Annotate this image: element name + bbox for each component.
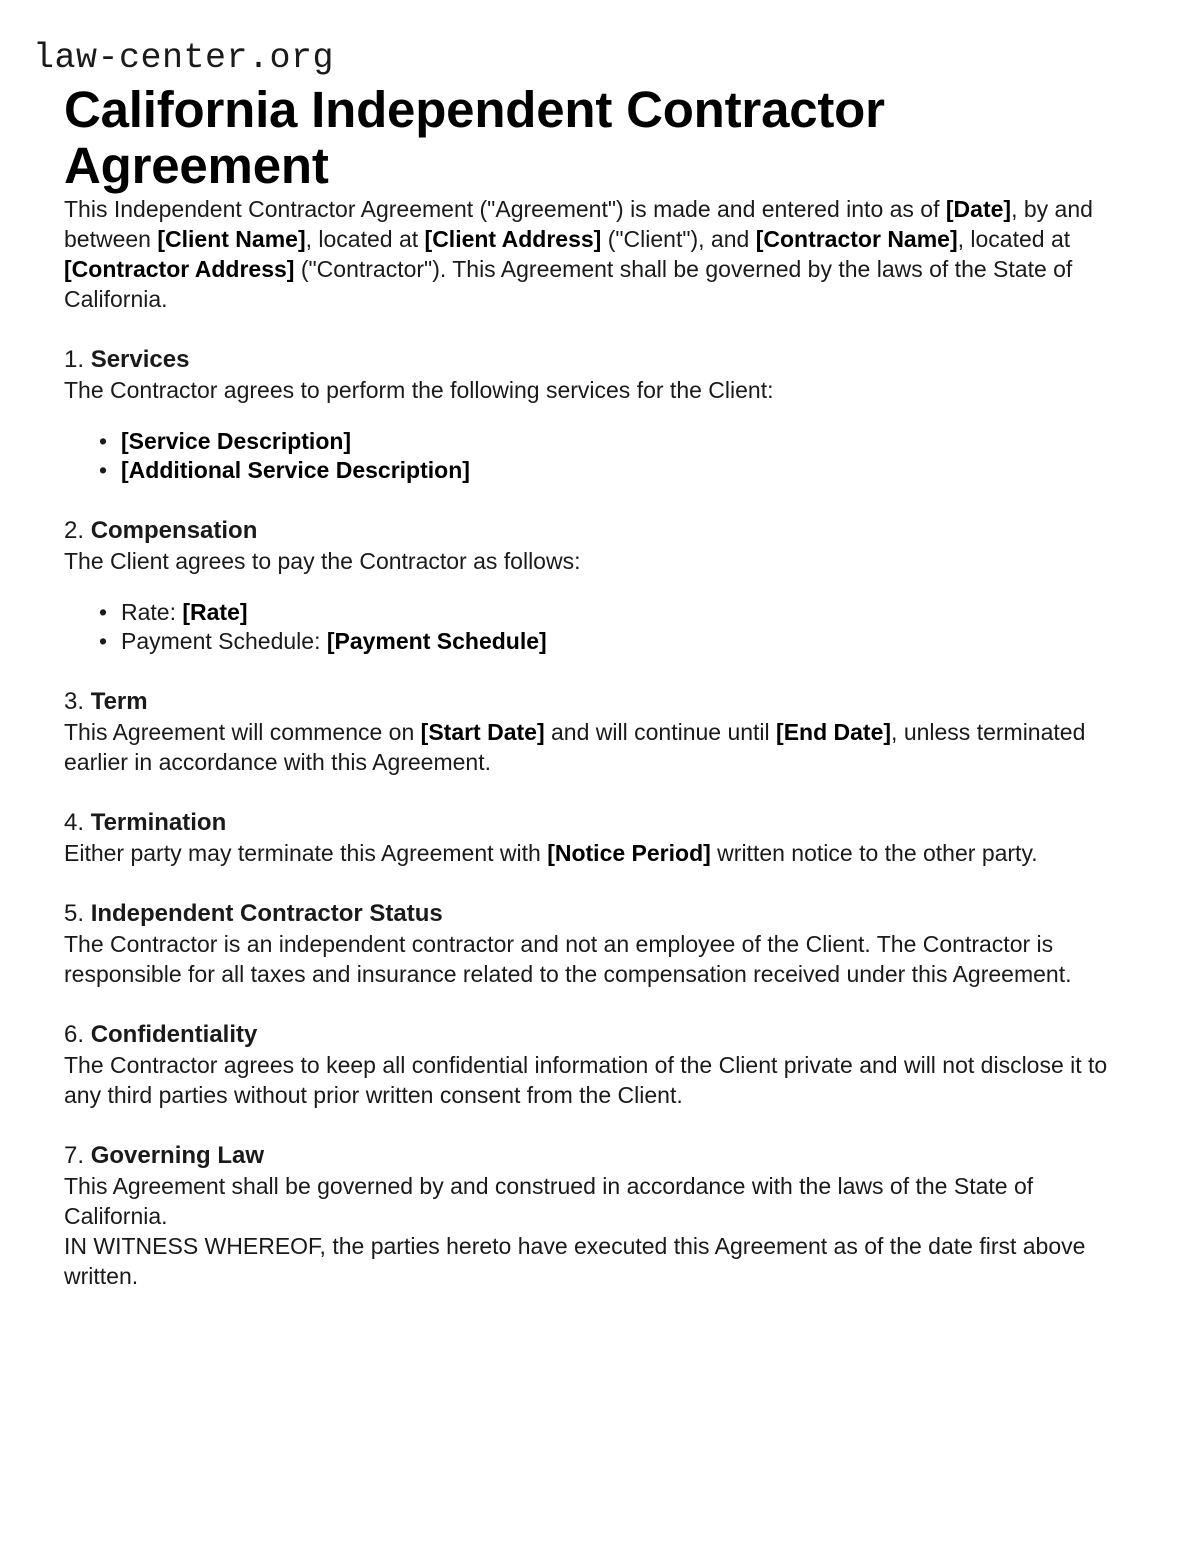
page-title: California Independent Contractor Agreement (64, 81, 885, 194)
section-number: 2. (64, 517, 85, 544)
placeholder-date: [Date] (945, 196, 1012, 222)
section-number: 7. (64, 1142, 85, 1169)
section-number: 6. (64, 1021, 85, 1048)
bullet-placeholder: [Rate] (182, 599, 248, 625)
termination-text-1: Either party may terminate this Agreement with (64, 840, 548, 866)
section-body-compensation: The Client agrees to pay the Contractor as follows: (64, 548, 581, 574)
section-title: Compensation (90, 517, 258, 544)
section-body-independent-contractor-status: The Contractor is an independent contractor and not an employee of the Client. The Contractor is responsible for all taxes and insurance related to the compensation received under this Agreement. (64, 931, 1072, 987)
section-body-confidentiality: The Contractor agrees to keep all confidential information of the Client private and will not disclose it to any third parties without prior written consent from the Client. (64, 1052, 1108, 1108)
intro-text-3: , located at (305, 226, 425, 252)
section-number: 4. (64, 809, 85, 836)
section-title: Independent Contractor Status (90, 900, 443, 927)
section-body-services: The Contractor agrees to perform the following services for the Client: (64, 377, 774, 403)
site-header: law-center.org (33, 38, 335, 78)
section-body-governing-law: This Agreement shall be governed by and construed in accordance with the laws of the State of California. (64, 1173, 1034, 1229)
list-item (121, 456, 1126, 485)
section-heading-governing-law (64, 1141, 1126, 1171)
section-heading-confidentiality (64, 1020, 1126, 1050)
section-title: Governing Law (90, 1142, 265, 1169)
section-title: Term (90, 688, 148, 715)
placeholder-contractor-name: [Contractor Name] (755, 226, 958, 252)
section-body-term (64, 717, 1126, 777)
section-number: 1. (64, 346, 85, 373)
placeholder-start-date: [Start Date] (420, 719, 545, 745)
term-text-2: and will continue until (544, 719, 777, 745)
bullet-lead: Payment Schedule: (121, 628, 327, 654)
list-item (121, 427, 1126, 456)
section-heading-independent-contractor-status (64, 899, 1126, 929)
list-item (121, 627, 1126, 656)
intro-text-5: , located at (957, 226, 1071, 252)
intro-text-2: , by and between (64, 196, 1093, 252)
bullet-placeholder: [Additional Service Description] (121, 457, 470, 483)
placeholder-contractor-address: [Contractor Address] (64, 256, 295, 282)
section-title: Services (90, 346, 190, 373)
placeholder-client-address: [Client Address] (424, 226, 602, 252)
term-text-3: , unless terminated earlier in accordance with this Agreement. (64, 719, 1086, 775)
closing-paragraph: IN WITNESS WHEREOF, the parties hereto have executed this Agreement as of the date first above written. (64, 1233, 1086, 1289)
section-heading-term (64, 687, 1126, 717)
section-number: 3. (64, 688, 85, 715)
list-item (121, 598, 1126, 627)
intro-text-1: This Independent Contractor Agreement ("Agreement") is made and entered into as of (64, 196, 946, 222)
term-text-1: This Agreement will commence on (64, 719, 421, 745)
bullet-lead: Rate: (121, 599, 183, 625)
section-body-termination (64, 838, 1126, 868)
termination-text-2: written notice to the other party. (710, 840, 1038, 866)
placeholder-client-name: [Client Name] (157, 226, 306, 252)
section-number: 5. (64, 900, 85, 927)
intro-text-6: ("Contractor"). This Agreement shall be governed by the laws of the State of California. (64, 256, 1073, 312)
section-heading-compensation (64, 516, 1126, 546)
compensation-bullet-list (64, 598, 1126, 656)
placeholder-end-date: [End Date] (776, 719, 892, 745)
section-title: Termination (90, 809, 227, 836)
bullet-placeholder: [Service Description] (121, 428, 352, 454)
bullet-placeholder: [Payment Schedule] (326, 628, 547, 654)
section-heading-services (64, 345, 1126, 375)
section-title: Confidentiality (90, 1021, 258, 1048)
placeholder-notice-period: [Notice Period] (547, 840, 711, 866)
services-bullet-list (64, 427, 1126, 485)
document-body (64, 82, 1126, 1291)
intro-paragraph (64, 194, 1126, 314)
section-heading-termination (64, 808, 1126, 838)
intro-text-4: ("Client"), and (601, 226, 756, 252)
